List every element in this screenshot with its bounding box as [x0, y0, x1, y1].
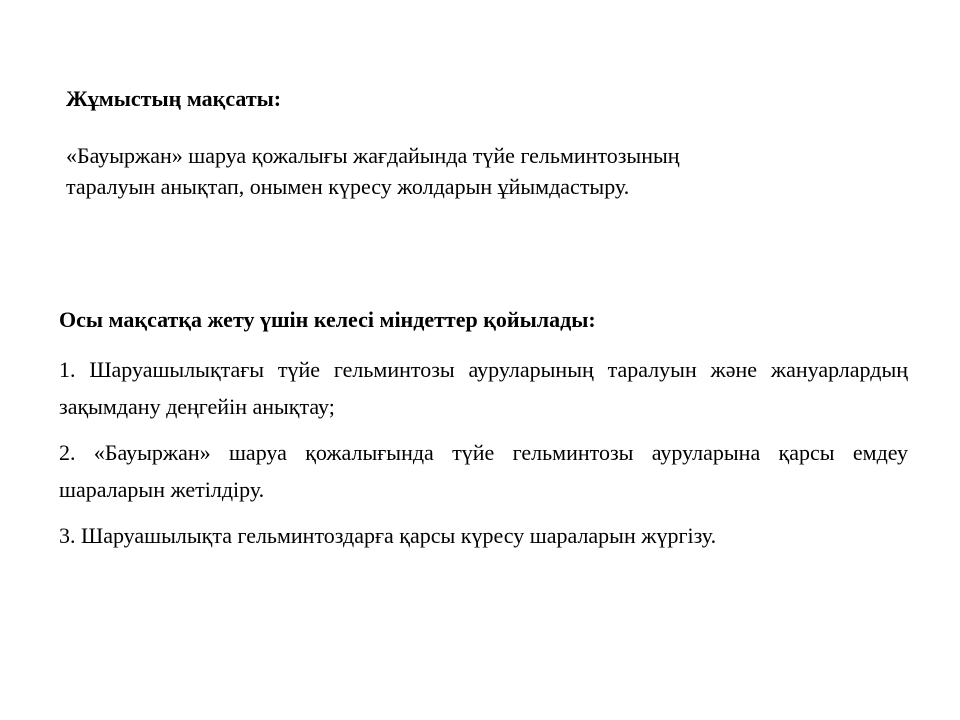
goal-text [66, 140, 826, 202]
goal-section [66, 84, 826, 202]
tasks-section [59, 303, 908, 563]
goal-text-line-2: таралуын анықтап, онымен күресу жолдарын ұйымдастыру. [66, 174, 630, 199]
tasks-heading: Осы мақсатқа жету үшін келесі міндеттер қойылады: [59, 307, 596, 332]
goal-text-line-1: «Бауыржан» шаруа қожалығы жағдайында түйе гельминтозының [66, 143, 680, 168]
task-item-3: 3. Шаруашылықта гельминтоздарға қарсы күресу шараларын жүргізу. [59, 523, 717, 548]
task-item-2: 2. «Бауыржан» шаруа қожалығында түйе гельминтозы ауруларына қарсы емдеу шараларын жетілдіру. [59, 440, 908, 502]
task-item-1: 1. Шаруашылықтағы түйе гельминтозы ауруларының таралуын және жануарлардың зақымдану деңгейін анықтау; [59, 357, 908, 419]
goal-heading: Жұмыстың мақсаты: [66, 86, 282, 111]
